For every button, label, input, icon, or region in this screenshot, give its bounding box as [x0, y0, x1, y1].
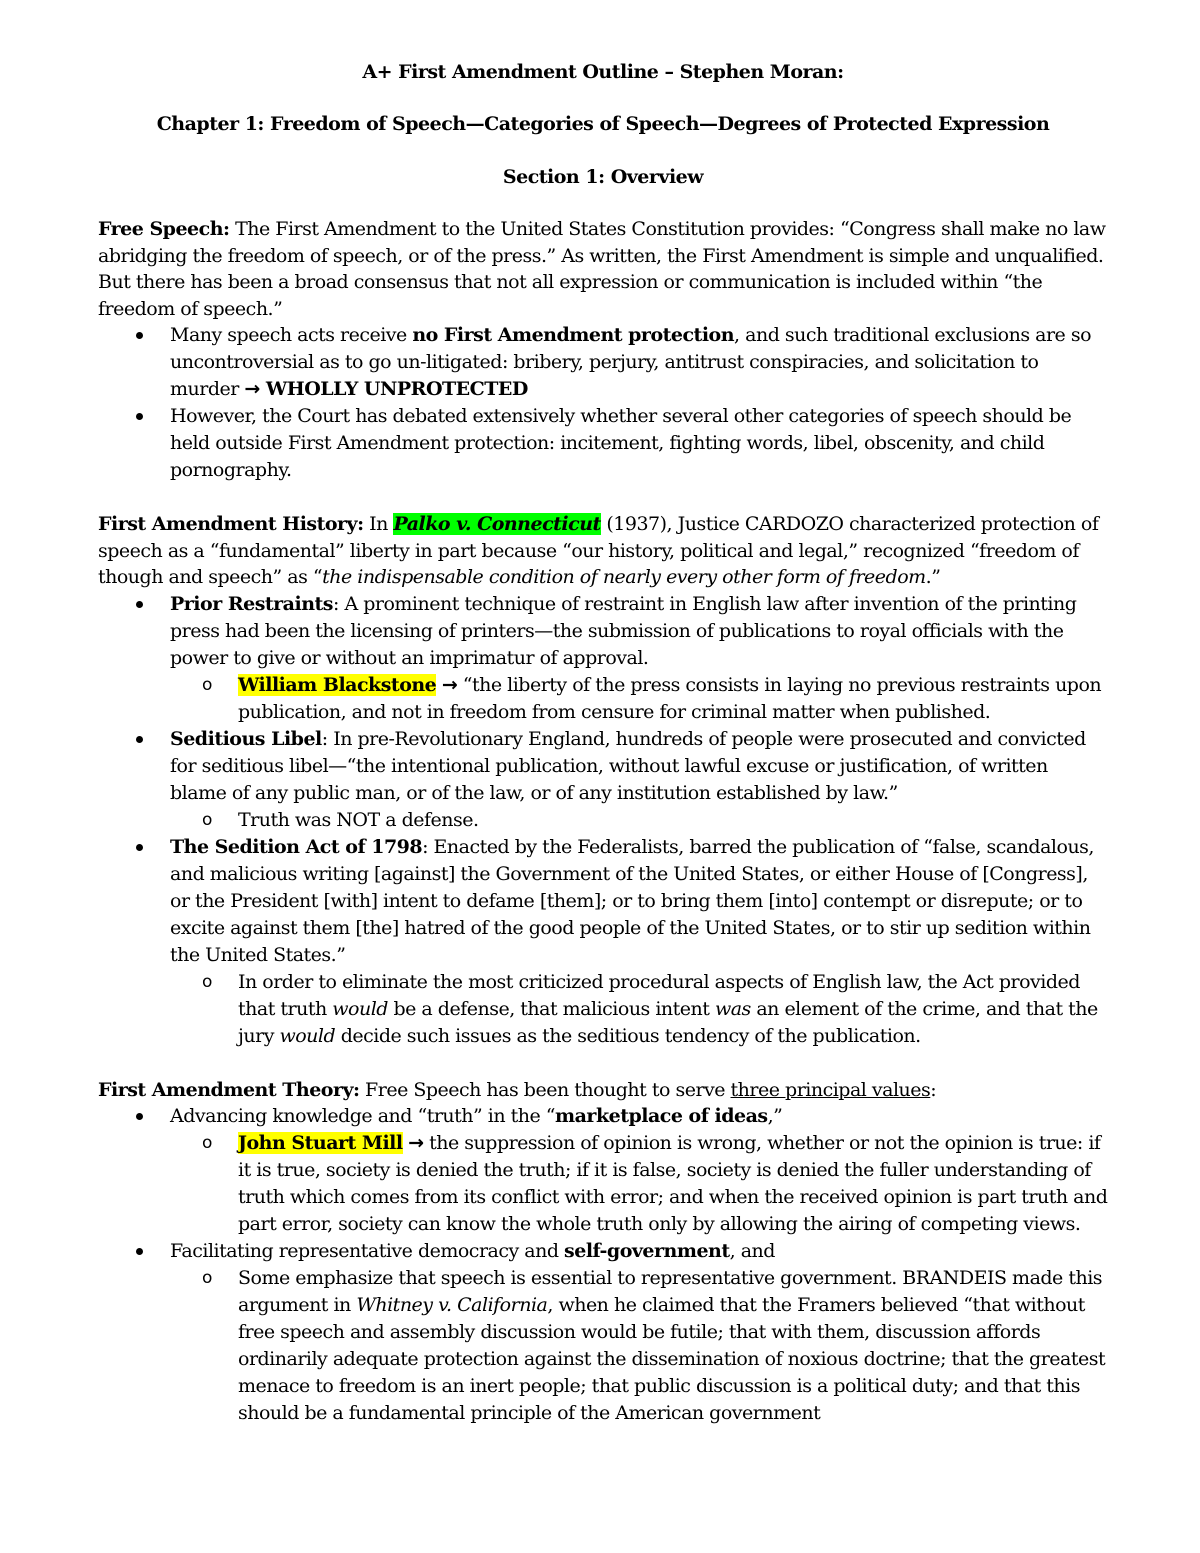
- text: decide such issues as the seditious tendency of the publication.: [335, 1024, 921, 1047]
- italic-quote: the indispensable condition of nearly every other form of freedom: [322, 566, 926, 588]
- list-item: [98, 834, 1108, 969]
- italic-case-name: Whitney v. California: [356, 1294, 548, 1316]
- section-heading: Section 1: Overview: [502, 166, 704, 188]
- text: Advancing knowledge and “truth” in the “: [170, 1105, 556, 1127]
- text: .”: [925, 566, 941, 588]
- list-item: [98, 591, 1108, 672]
- list-item-text: : In pre-Revolutionary England, hundreds of people were prosecuted and convicted for seditious libel—“the intentional publication, without lawful excuse or justification, of written blame of any public man, or of the law, or of any institution established by law.”: [170, 727, 1086, 804]
- text: Free Speech has been thought to serve: [359, 1078, 731, 1101]
- theory-label: First Amendment Theory:: [98, 1078, 360, 1101]
- list-item-text: the suppression of opinion is wrong, whether or not the opinion is true: if it is true, society is denied the truth; if it is false, society is denied the fuller understanding of truth which comes from its conflict with error; and when the received opinion is part truth and part error, society can know the whole truth only by allowing the airing of competing views.: [238, 1132, 1108, 1235]
- sub-list-item: [98, 672, 1108, 726]
- list-item: [98, 1238, 1108, 1265]
- theory-paragraph: [98, 1077, 1108, 1104]
- free-speech-paragraph: [98, 216, 1108, 322]
- italic-word: would: [279, 1024, 336, 1047]
- text: (1937), Justice CARDOZO characterized protection of speech as a “fundamental” liberty in part because “our history, political and legal,” recognized “freedom of though and speech” as “: [98, 513, 1099, 588]
- history-label: First Amendment History:: [98, 513, 364, 535]
- case-name-palko: Palko v. Connecticut: [393, 513, 601, 535]
- bold-term: WHOLLY UNPROTECTED: [259, 378, 528, 400]
- document-page: [98, 58, 1108, 1427]
- free-speech-text: The First Amendment to the United States Constitution provides: “Congress shall make no law abridging the freedom of speech, or of the press.” As written, the First Amendment is simple and unqualified. But there has been a broad consensus that not all expression or communication is included within “the freedom of speech.”: [98, 218, 1106, 320]
- arrow-right-icon: →: [244, 378, 260, 400]
- bold-term: no First Amendment protection: [412, 324, 735, 346]
- highlighted-name: William Blackstone: [238, 673, 437, 696]
- bold-term: The Sedition Act of 1798: [170, 835, 423, 858]
- sub-list-item: o Truth was NOT a defense.: [98, 807, 1108, 834]
- list-item-text: , and such traditional exclusions are so uncontroversial as to go un-litigated: bribery, perjury, antitrust conspiracies, and solicitation to murder: [170, 324, 1092, 400]
- list-item-text: “the liberty of the press consists in laying no previous restraints upon publication, and not in freedom from censure for criminal matter when published.: [238, 673, 1102, 723]
- history-list: [98, 591, 1108, 1050]
- arrow-right-icon: →: [441, 673, 458, 696]
- highlighted-name: John Stuart Mill: [238, 1132, 403, 1154]
- history-paragraph: [98, 511, 1108, 591]
- document-title: A+ First Amendment Outline – Stephen Moran:: [362, 61, 844, 83]
- list-item: [98, 322, 1108, 403]
- list-item-text: Many speech acts receive: [170, 324, 413, 346]
- bold-term: Seditious Libel: [170, 727, 322, 750]
- italic-word: would: [332, 997, 388, 1020]
- bold-term: self-government: [564, 1240, 730, 1262]
- italic-word: was: [714, 997, 751, 1020]
- text: ,”: [767, 1105, 783, 1127]
- list-item: However, the Court has debated extensively whether several other categories of speech should be held outside First Amendment protection: incitement, fighting words, libel, obscenity, and child pornography.: [98, 403, 1108, 484]
- text: In: [363, 513, 394, 535]
- list-item-text: : Enacted by the Federalists, barred the publication of “false, scandalous, and malicious writing [against] the Government of the United States, or either House of [Congress], or the President [with] intent to defame [them]; or to bring them [into] contempt or disrepute; or to excite against them [the] hatred of the good people of the United States, or to stir up sedition within the United States.”: [170, 835, 1094, 966]
- theory-list: [98, 1103, 1108, 1427]
- sub-list-item: [98, 1265, 1108, 1427]
- chapter-heading: Chapter 1: Freedom of Speech—Categories of Speech—Degrees of Protected Expression: [156, 113, 1050, 135]
- text: , when he claimed that the Framers believed “that without free speech and assembly discussion would be futile; that with them, discussion affords ordinarily adequate protection against the dissemination of noxious doctrine; that the greatest menace to freedom is an inert people; that public discussion is a political duty; and that this should be a fundamental principle of the American government: [238, 1294, 1106, 1424]
- list-item: [98, 1103, 1108, 1130]
- list-item: [98, 726, 1108, 807]
- sub-list-item: [98, 969, 1108, 1050]
- underlined-text: three principal values: [730, 1078, 931, 1101]
- free-speech-label: Free Speech:: [98, 218, 230, 240]
- bold-term: marketplace of ideas: [555, 1105, 768, 1127]
- text: Facilitating representative democracy and: [170, 1240, 565, 1262]
- text: be a defense, that malicious intent: [387, 997, 715, 1020]
- text: an element of the crime, and that the jury: [238, 997, 1098, 1047]
- arrow-right-icon: →: [408, 1132, 424, 1154]
- text: Some emphasize that speech is essential to representative government. BRANDEIS made this argument in: [238, 1267, 1103, 1316]
- free-speech-list: [98, 322, 1108, 484]
- sub-list-item: [98, 1130, 1108, 1238]
- bold-term: Prior Restraints: [170, 592, 333, 615]
- text: In order to eliminate the most criticized procedural aspects of English law, the Act provided that truth: [238, 970, 1080, 1020]
- list-item-text: : A prominent technique of restraint in English law after invention of the printing press had been the licensing of printers—the submission of publications to royal officials with the power to give or without an imprimatur of approval.: [170, 592, 1077, 669]
- text: , and: [729, 1240, 775, 1262]
- text: :: [930, 1078, 937, 1101]
